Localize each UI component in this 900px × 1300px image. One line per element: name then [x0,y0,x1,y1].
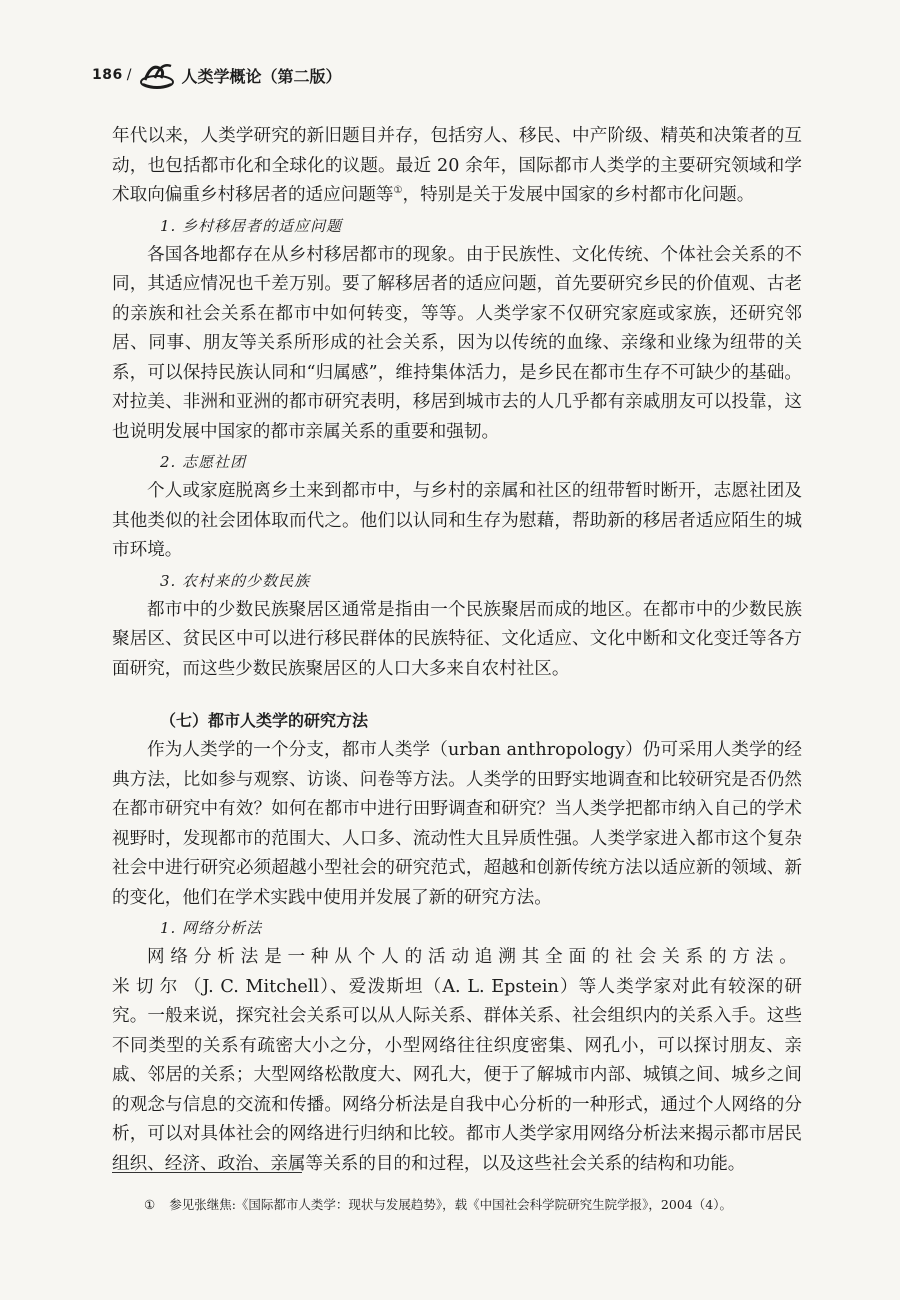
paragraph-network-analysis-first-line: 网络分析法是一种从个人的活动追溯其全面的社会关系的方法。米切尔 [112,947,802,997]
footnote-text: 参见张继焦:《国际都市人类学：现状与发展趋势》，载《中国社会科学院研究生院学报》，2004（4）。 [169,1197,732,1212]
paragraph-intro-text: 年代以来，人类学研究的新旧题目并存，包括穷人、移民、中产阶级、精英和决策者的互动，也包括都市化和全球化的议题。最近 20 余年，国际都市人类学的主要研究领域和学术取向偏重乡村移居者的适应问题等 [112,126,802,205]
header-separator: / [126,67,132,83]
subheading-migrant-adaptation: 1. 乡村移居者的适应问题 [160,216,343,235]
paragraph-research-methods: 作为人类学的一个分支，都市人类学（urban anthropology）仍可采用人类学的经典方法，比如参与观察、访谈、问卷等方法。人类学的田野实地调查和比较研究是否仍然在都市研究中有效？如何在都市中进行田野调查和研究？当人类学把都市纳入自己的学术视野时，发现都市的范围大、人口多、流动性大且异质性强。人类学家进入都市这个复杂社会中进行研究必须超越小型社会的研究范式，超越和创新传统方法以适应新的领域、新的变化，他们在学术实践中使用并发展了新的研究方法。 [112,740,802,908]
paragraph-voluntary-associations: 个人或家庭脱离乡土来到都市中，与乡村的亲属和社区的纽带暂时断开，志愿社团及其他类似的社会团体取而代之。他们以认同和生存为慰藉，帮助新的移居者适应陌生的城市环境。 [112,481,802,560]
paragraph-network-analysis [112,943,802,1179]
running-header [92,58,341,92]
footnote-divider [112,1172,302,1173]
paragraph-intro-text-end: ，特别是关于发展中国家的乡村都市化问题。 [402,185,755,205]
page-number: 186 [92,67,123,83]
paragraph-intro [112,122,802,211]
subheading-voluntary-associations: 2. 志愿社团 [160,453,247,471]
book-title: 人类学概论（第二版） [181,66,342,86]
footnote-mark: ① [144,1197,156,1212]
footnote-reference[interactable]: ① [393,185,403,197]
subheading-rural-minorities: 3. 农村来的少数民族 [160,571,311,590]
section-heading-research-methods: （七）都市人类学的研究方法 [160,711,369,730]
paragraph-migrant-adaptation: 各国各地都存在从乡村移居都市的现象。由于民族性、文化传统、个体社会关系的不同，其适应情况也千差万别。要了解移居者的适应问题，首先要研究乡民的价值观、古老的亲族和社会关系在都市中如何转变，等等。人类学家不仅研究家庭或家族，还研究邻居、同事、朋友等关系所形成的社会关系，因为以传统的血缘、亲缘和业缘为纽带的关系，可以保持民族认同和“归属感”，维持集体活力，是乡民在都市生存不可缺少的基础。对拉美、非洲和亚洲的都市研究表明，移居到城市去的人几乎都有亲戚朋友可以投靠，这也说明发展中国家的都市亲属关系的重要和强韧。 [112,244,802,442]
subheading-network-analysis: 1. 网络分析法 [160,919,263,937]
main-text [112,122,802,1179]
publisher-logo-icon [139,60,175,90]
paragraph-rural-minorities: 都市中的少数民族聚居区通常是指由一个民族聚居而成的地区。在都市中的少数民族聚居区、贫民区中可以进行移民群体的民族特征、文化适应、文化中断和文化变迁等各方面研究，而这些少数民族聚居区的人口大多来自农村社区。 [112,599,802,679]
footnote [144,1196,794,1214]
paragraph-network-analysis-rest: （J. C. Mitchell）、爱泼斯坦（A. L. Epstein）等人类学家对此有较深的研究。一般来说，探究社会关系可以从人际关系、群体关系、社会组织内的关系入手。这些不同类型的关系有疏密大小之分，小型网络往往织度密集、网孔小，可以探讨朋友、亲戚、邻居的关系；大型网络松散度大、网孔大，便于了解城市内部、城镇之间、城乡之间的观念与信息的交流和传播。网络分析法是自我中心分析的一种形式，通过个人网络的分析，可以对具体社会的网络进行归纳和比较。都市人类学家用网络分析法来揭示都市居民组织、经济、政治、亲属等关系的目的和过程，以及这些社会关系的结构和功能。 [112,976,802,1174]
